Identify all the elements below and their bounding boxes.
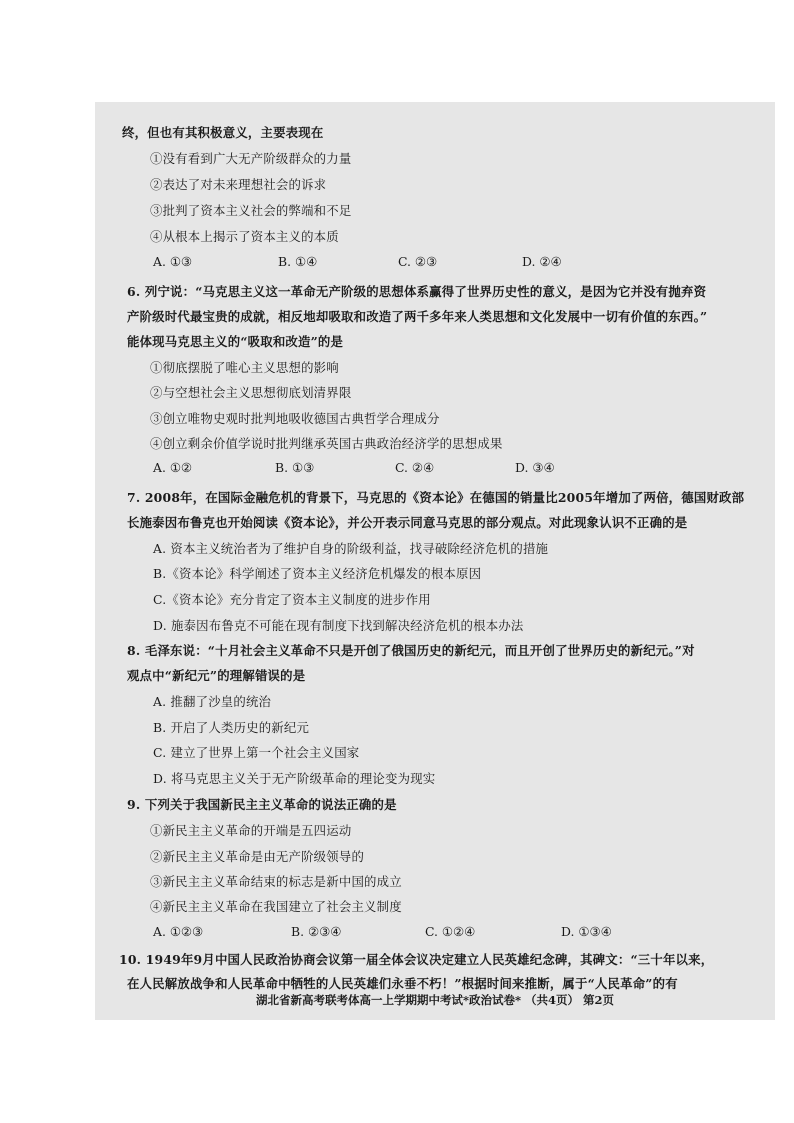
q9-stem: 9. 下列关于我国新民主主义革命的说法正确的是 <box>127 797 397 812</box>
q9-statement-3: ③新民主主义革命结束的标志是新中国的成立 <box>150 874 402 889</box>
q6-stem-line-3: 能体现马克思主义的“吸取和改造”的是 <box>127 334 344 349</box>
q6-stem-line-1: 6. 列宁说：“马克思主义这一革命无产阶级的思想体系赢得了世界历史性的意义，是因为它并没有抛弃资 <box>127 284 707 299</box>
q9-option-d: D. ①③④ <box>561 924 612 939</box>
q6-statement-3: ③创立唯物史观时批判地吸收德国古典哲学合理成分 <box>150 411 440 426</box>
q5-statement-4: ④从根本上揭示了资本主义的本质 <box>150 229 339 244</box>
q6-stem-line-2: 产阶级时代最宝贵的成就，相反地却吸取和改造了两千多年来人类思想和文化发展中一切有价值的东西。” <box>127 309 708 324</box>
q7-option-d: D. 施泰因布鲁克不可能在现有制度下找到解决经济危机的根本办法 <box>153 618 524 633</box>
q9-statement-1: ①新民主主义革命的开端是五四运动 <box>150 823 352 838</box>
q7-stem-line-1: 7. 2008年，在国际金融危机的背景下，马克思的《资本论》在德国的销量比2005年增加了两倍，德国财政部 <box>127 490 745 505</box>
q7-option-b: B.《资本论》科学阐述了资本主义经济危机爆发的根本原因 <box>153 566 482 581</box>
q6-option-a: A. ①② <box>153 460 193 475</box>
q8-option-d: D. 将马克思主义关于无产阶级革命的理论变为现实 <box>153 771 436 786</box>
q7-option-c: C.《资本论》充分肯定了资本主义制度的进步作用 <box>153 592 431 607</box>
q5-statement-3: ③批判了资本主义社会的弊端和不足 <box>150 203 352 218</box>
q7-option-a: A. 资本主义统治者为了维护自身的阶级利益，找寻破除经济危机的措施 <box>153 541 549 556</box>
q8-option-b: B. 开启了人类历史的新纪元 <box>153 720 310 735</box>
page-footer: 湖北省新高考联考体高一上学期期中考试*政治试卷* （共4页） 第2页 <box>255 993 615 1007</box>
q6-option-b: B. ①③ <box>275 460 315 475</box>
q6-statement-4: ④创立剩余价值学说时批判继承英国古典政治经济学的思想成果 <box>150 436 503 451</box>
exam-page <box>95 102 775 1020</box>
q5-statement-1: ①没有看到广大无产阶级群众的力量 <box>150 151 352 166</box>
q9-statement-2: ②新民主主义革命是由无产阶级领导的 <box>150 849 365 864</box>
q7-stem-line-2: 长施泰因布鲁克也开始阅读《资本论》，并公开表示同意马克思的部分观点。对此现象认识不正确的是 <box>127 515 688 530</box>
q9-option-a: A. ①②③ <box>153 924 204 939</box>
q5-stem-continuation: 终，但也有其积极意义，主要表现在 <box>122 125 324 140</box>
q6-option-d: D. ③④ <box>515 460 555 475</box>
q5-option-c: C. ②③ <box>398 254 438 269</box>
q9-option-c: C. ①②④ <box>425 924 476 939</box>
bleed-through-text <box>455 130 459 143</box>
q5-statement-2: ②表达了对未来理想社会的诉求 <box>150 177 327 192</box>
q8-stem-line-2: 观点中“新纪元”的理解错误的是 <box>127 668 306 683</box>
q10-stem-line-2: 在人民解放战争和人民革命中牺牲的人民英雄们永垂不朽！”根据时间来推断，属于“人民革命”的有 <box>127 976 678 991</box>
q8-stem-line-1: 8. 毛泽东说：“十月社会主义革命不只是开创了俄国历史的新纪元，而且开创了世界历史的新纪元。”对 <box>127 643 695 658</box>
q8-option-c: C. 建立了世界上第一个社会主义国家 <box>153 745 360 760</box>
q6-option-c: C. ②④ <box>395 460 435 475</box>
q9-option-b: B. ②③④ <box>291 924 342 939</box>
q8-option-a: A. 推翻了沙皇的统治 <box>153 694 272 709</box>
q5-option-d: D. ②④ <box>522 254 562 269</box>
q5-option-a: A. ①③ <box>153 254 193 269</box>
q6-statement-2: ②与空想社会主义思想彻底划清界限 <box>150 385 352 400</box>
q6-statement-1: ①彻底摆脱了唯心主义思想的影响 <box>150 360 339 375</box>
q5-option-b: B. ①④ <box>278 254 318 269</box>
q10-stem-line-1: 10. 1949年9月中国人民政治协商会议第一届全体会议决定建立人民英雄纪念碑，其碑文：“三十年以来， <box>119 952 714 967</box>
q9-statement-4: ④新民主主义革命在我国建立了社会主义制度 <box>150 899 402 914</box>
